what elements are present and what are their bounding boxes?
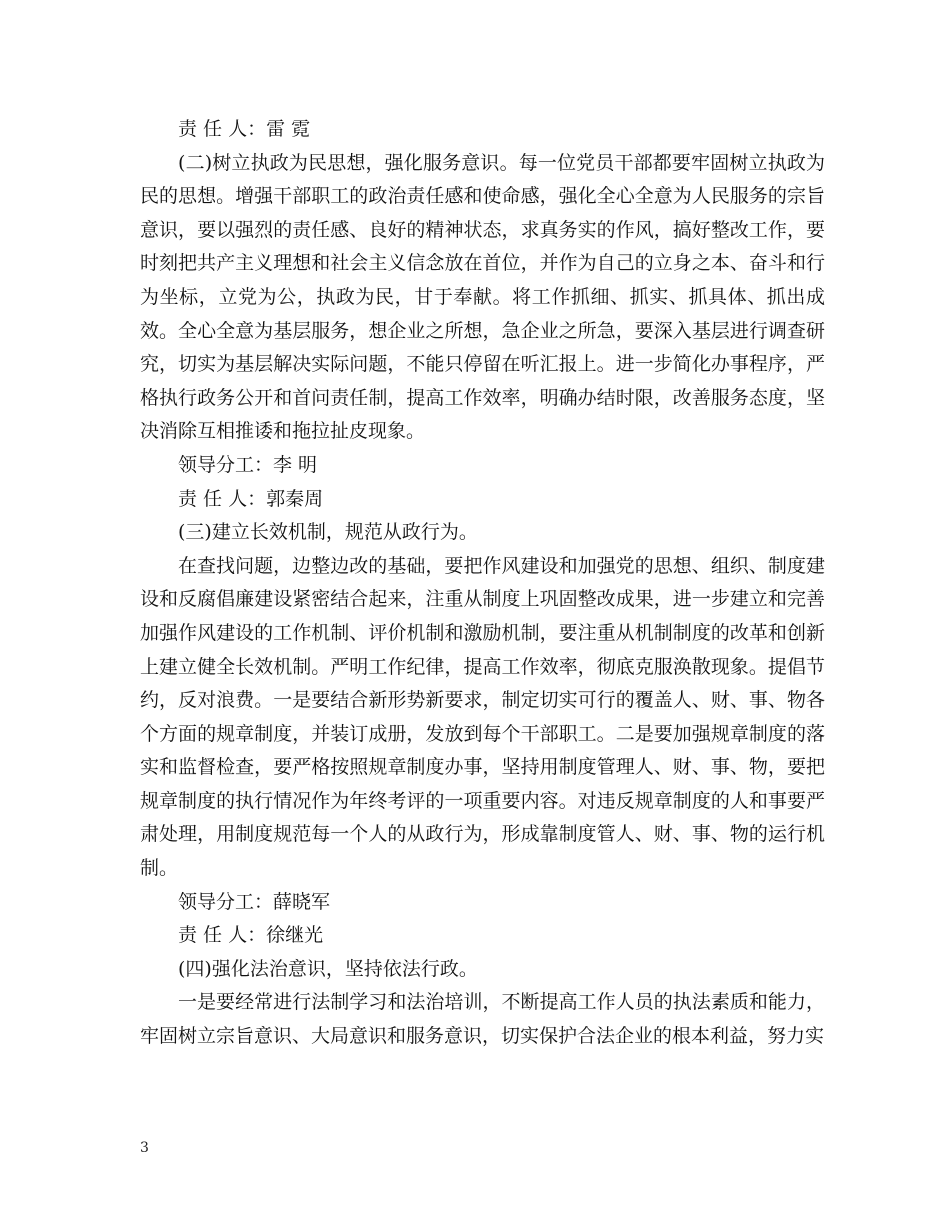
page-number: 3 [140, 1140, 149, 1156]
responsible-person-line: 责 任 人：雷 霓 [178, 118, 311, 140]
section-3-heading: (三)建立长效机制，规范从政行为。 [178, 521, 478, 544]
document-body [140, 113, 825, 1054]
leader-assignment-line: 领导分工：李 明 [178, 453, 318, 476]
section-2-paragraph: (二)树立执政为民思想，强化服务意识。每一位党员干部都要牢固树立执政为民的思想。增强干部职工的政治责任感和使命感，强化全心全意为人民服务的宗旨意识，要以强烈的责任感、良好的精神状态，求真务实的作风，搞好整改工作，要时刻把共产主义理想和社会主义信念放在首位，并作为自己的立身之本、奋斗和行为坐标，立党为公，执政为民，甘于奉献。将工作抓细、抓实、抓具体、抓出成效。全心全意为基层服务，想企业之所想，急企业之所急，要深入基层进行调查研究，切实为基层解决实际问题，不能只停留在听汇报上。进一步简化办事程序，严格执行政务公开和首问责任制，提高工作效率，明确办结时限，改善服务态度，坚决消除互相推诿和拖拉扯皮现象。 [140, 151, 825, 443]
responsible-person-line: 责 任 人：郭秦周 [178, 487, 324, 510]
section-3-paragraph: 在查找问题，边整边改的基础，要把作风建设和加强党的思想、组织、制度建设和反腐倡廉建设紧密结合起来，注重从制度上巩固整改成果，进一步建立和完善加强作风建设的工作机制、评价机制和激励机制，要注重从机制制度的改革和创新上建立健全长效机制。严明工作纪律，提高工作效率，彻底克服涣散现象。提倡节约，反对浪费。一是要结合新形势新要求，制定切实可行的覆盖人、财、事、物各个方面的规章制度，并装订成册，发放到每个干部职工。二是要加强规章制度的落实和监督检查，要严格按照规章制度办事，坚持用制度管理人、财、事、物，要把规章制度的执行情况作为年终考评的一项重要内容。对违反规章制度的人和事要严肃处理，用制度规范每一个人的从政行为，形成靠制度管人、财、事、物的运行机制。 [140, 554, 825, 880]
responsible-person-line: 责 任 人：徐继光 [178, 924, 324, 947]
section-4-heading: (四)强化法治意识，坚持依法行政。 [178, 957, 478, 980]
section-4-paragraph: 一是要经常进行法制学习和法治培训，不断提高工作人员的执法素质和能力，牢固树立宗旨意识、大局意识和服务意识，切实保护合法企业的根本利益，努力实 [140, 991, 825, 1048]
leader-assignment-line: 领导分工：薛晓军 [178, 890, 331, 913]
